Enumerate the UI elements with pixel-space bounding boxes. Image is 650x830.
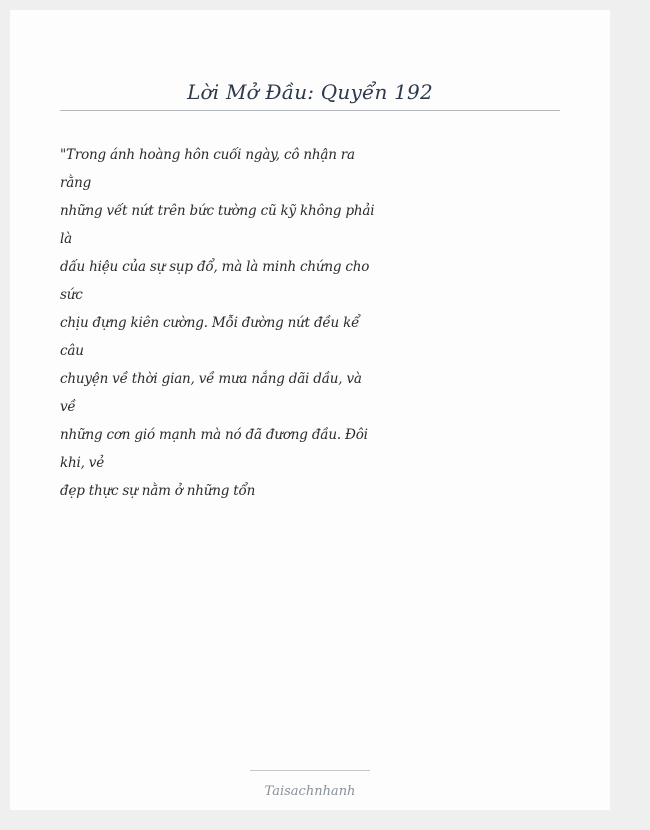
footer-divider [250,770,370,771]
text-line: về [60,399,76,415]
body-text [60,141,375,505]
text-line: "Trong ánh hoàng hôn cuối ngày, cô nhận ra [60,147,355,163]
text-line: những vết nứt trên bức tường cũ kỹ không phải [60,203,375,219]
text-line: đẹp thực sự nằm ở những tổn [60,483,256,499]
text-line: sức [60,287,83,303]
title-divider [60,110,560,111]
text-line: những cơn gió mạnh mà nó đã đương đầu. Đôi [60,427,368,443]
text-line: là [60,231,72,247]
text-line: khi, vẻ [60,455,104,471]
document-page [10,10,610,810]
text-line: dấu hiệu của sự sụp đổ, mà là minh chứng cho [60,259,370,275]
text-line: rằng [60,175,92,191]
page-title: Lời Mở Đầu: Quyển 192 [187,80,433,104]
text-line: câu [60,343,84,359]
text-line: chịu đựng kiên cường. Mỗi đường nứt đều kể [60,315,360,331]
text-line: chuyện về thời gian, về mưa nắng dãi dầu, và [60,371,362,387]
footer-publisher: Taisachnhanh [264,784,356,799]
